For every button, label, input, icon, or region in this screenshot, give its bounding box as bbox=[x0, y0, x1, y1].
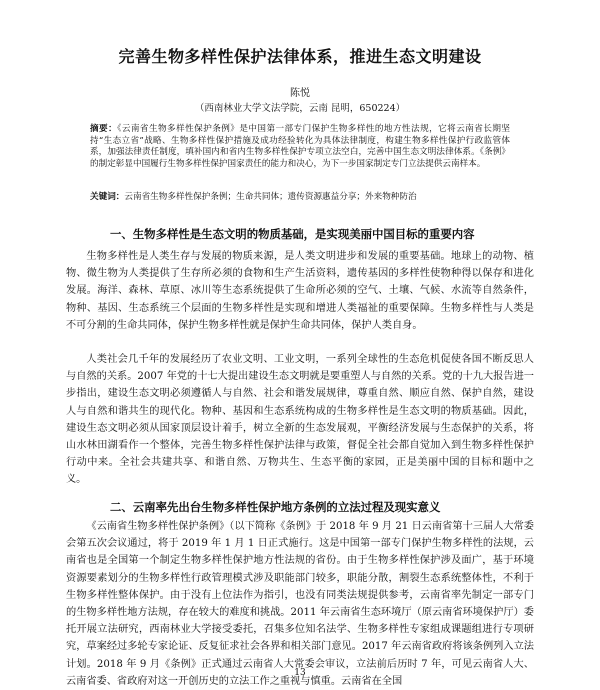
abstract bbox=[90, 124, 510, 170]
section-2-paragraph-1: 《云南省生物多样性保护条例》（以下简称《条例》于 2018 年 9 月 21 日云南省第十三届人大常委会第五次会议通过，将于 2019 年 1 月 1 日正式施行。这是中国第一部专门保护生物多样性的法规，云南省也是全国第一个制定生物多样性保护地方性法规的省份。由于生物多样性保护涉及面广，基于环境资源要素划分的生物多样性行政管理模式涉及职能部门较多，职能分散，割裂生态系统整体性，不利于生物多样性整体保护。由于没有上位法作为指引，也没有同类法规提供参考，云南省率先制定一部专门的生物多样性地方法规，存在较大的难度和挑战。2011 年云南省生态环境厅（原云南省环境保护厅）委托开展立法研究，西南林业大学接受委托，召集多位知名法学、生物多样性专家组成课题组进行专项研究，草案经过多轮专家论证、反复征求社会各界和相关部门意见。2017 年云南省政府将该条例列入立法计划。2018 年 9 月《条例》正式通过云南省人大常委会审议，立法前后历时 7 年，可见云南省人大、云南省委、省政府对这一开创历史的立法工作之重视与慎重。云南省在全国 bbox=[66, 521, 534, 687]
section-1-heading: 一、生物多样性是生态文明的物质基础，是实现美丽中国目标的重要内容 bbox=[110, 227, 475, 241]
keywords bbox=[90, 192, 510, 204]
paper-title: 完善生物多样性保护法律体系，推进生态文明建设 bbox=[118, 47, 482, 66]
author-affiliation: （西南林业大学文法学院，云南 昆明，650224） bbox=[194, 103, 406, 114]
abstract-text: 《云南省生物多样性保护条例》是中国第一部专门保护生物多样性的地方性法规，它将云南省长期坚持“生态立省”战略、生物多样性保护措施及成功经验转化为具体法律制度，构建生物多样性保护行政监管体系，加强法律责任制度，填补国内和省内生物多样性保护专项立法空白，完善中国生态文明法律体系。《条例》的制定彰显中国履行生物多样性保护国家责任的能力和决心，为下一步国家制定专门立法提供云南样本。 bbox=[90, 124, 510, 169]
keywords-label: 关键词： bbox=[90, 192, 125, 202]
section-2-heading: 二、云南率先出台生物多样性保护地方条例的立法过程及现实意义 bbox=[110, 500, 441, 514]
section-1-paragraph-2: 人类社会几千年的发展经历了农业文明、工业文明，一系列全球性的生态危机促使各国不断反思人与自然的关系。2007 年党的十七大提出建设生态文明就是要重塑人与自然的关系。党的十九大报告进一步指出，建设生态文明必须遵循人与自然、社会和谐发展规律，尊重自然、顺应自然、保护自然，建设人与自然和谐共生的现代化。物种、基因和生态系统构成的生物多样性是生态文明的物质基础。因此，建设生态文明必须从国家顶层设计着手，树立全新的生态发展观，平衡经济发展与生态保护的关系，将山水林田湖看作一个整体，完善生物多样性保护法律与政策，督促全社会都自觉加入到生物多样性保护行动中来。全社会共建共享、和谐自然、万物共生、生态平衡的家园，正是美丽中国的目标和题中之义。 bbox=[66, 354, 534, 486]
author-name: 陈悦 bbox=[290, 88, 310, 99]
section-1-paragraph-1: 生物多样性是人类生存与发展的物质来源，是人类文明进步和发展的重要基础。地球上的动物、植物、微生物为人类提供了生存所必须的食物和生产生活资料，遗传基因的多样性使物种得以保存和进化发展。海洋、森林、草原、冰川等生态系统提供了生命所必须的空气、土壤、气候、水流等自然条件，物种、基因、生态系统三个层面的生物多样性是实现和增进人类福祉的重要保障。生物多样性与人类是不可分割的生命共同体，保护生物多样性就是保护生命共同体，保护人类自身。 bbox=[66, 251, 534, 331]
keywords-text: 云南省生物多样性保护条例；生命共同体；遗传资源惠益分享；外来物种防治 bbox=[124, 192, 417, 202]
page-number: 13 bbox=[294, 668, 306, 678]
abstract-label: 摘要： bbox=[90, 124, 118, 134]
